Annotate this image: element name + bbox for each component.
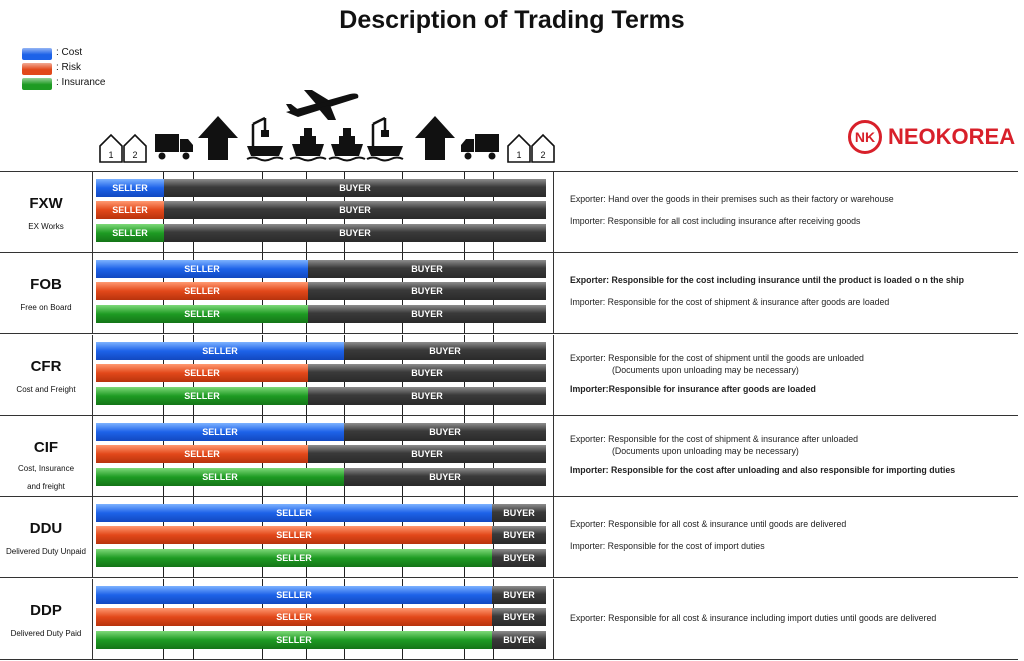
term-section-fxw [0,172,1018,253]
house-2-icon [532,135,554,162]
legend-swatch [22,48,52,60]
term-full-name: Free on Board [20,303,72,312]
term-abbr: CFR [30,358,62,375]
airplane-icon [286,90,358,120]
buyer-segment: BUYER [308,260,546,278]
seller-segment: SELLER [96,526,492,544]
risk-bar [96,201,546,219]
term-abbr: CIF [33,439,59,456]
term-abbr: DDP [30,602,62,619]
legend-label: : Cost [56,47,83,58]
logo-wordmark: NEOKOREA [888,124,1016,149]
seller-segment: SELLER [96,445,308,463]
term-section-fob [0,253,1018,334]
description-line: Exporter: Responsible for the cost of shipment & insurance after unloaded [570,434,859,444]
description-line: Importer: Responsible for all cost including insurance after receiving goods [570,216,861,226]
term-abbr: FOB [30,276,62,293]
seller-segment: SELLER [96,423,344,441]
term-full-name: Delivered Duty Paid [10,629,82,638]
seller-segment: SELLER [96,260,308,278]
page-title: Description of Trading Terms [339,6,685,34]
arrow-up-icon [198,116,238,160]
buyer-segment: BUYER [164,179,546,197]
house-1-icon [508,135,530,162]
buyer-segment: BUYER [308,387,546,405]
crane-unload-icon [247,118,283,161]
buyer-segment: BUYER [492,526,546,544]
term-section-cfr [0,335,1018,416]
description-line: Importer: Responsible for the cost of shipment & insurance after goods are loaded [570,297,890,307]
description-line: Importer: Responsible for the cost of import duties [570,541,765,551]
cell-divider [92,253,93,333]
buyer-segment: BUYER [308,282,546,300]
seller-segment: SELLER [96,608,492,626]
arrow-up-icon [415,116,455,160]
trading-terms-table [0,171,1018,661]
term-full-name: Cost, Insurance [17,464,75,473]
truck-icon [155,134,193,160]
seller-segment: SELLER [96,586,492,604]
seller-segment: SELLER [96,342,344,360]
legend-label: : Risk [56,62,81,73]
term-abbr: DDU [29,520,63,537]
cell-divider [92,497,93,577]
term-full-name: Delivered Duty Unpaid [5,547,87,556]
cell-divider [553,172,554,252]
seller-segment: SELLER [96,364,308,382]
term-abbr: FXW [29,195,63,212]
legend-swatch [22,63,52,75]
seller-segment: SELLER [96,549,492,567]
cost-bar [96,423,546,441]
term-full-name: Cost and Freight [16,385,76,394]
cost-bar [96,260,546,278]
buyer-segment: BUYER [308,445,546,463]
cost-bar [96,504,546,522]
cell-divider [92,416,93,496]
description-note: (Documents upon unloading may be necessary) [612,446,799,456]
buyer-segment: BUYER [164,224,546,242]
description-line: Exporter: Responsible for all cost & insurance until goods are delivered [570,519,847,529]
house-number: 1 [516,150,522,160]
house-number: 2 [540,150,546,160]
crane-load-icon [367,118,403,161]
risk-bar [96,445,546,463]
term-section-ddu [0,497,1018,578]
ship-icon [329,128,365,161]
house-number: 2 [132,150,138,160]
cell-divider [92,335,93,415]
cell-divider [92,172,93,252]
term-section-cif [0,416,1018,497]
house-1-icon [100,135,122,162]
description-line: Exporter: Hand over the goods in their premises such as their factory or warehouse [570,194,894,204]
buyer-segment: BUYER [164,201,546,219]
buyer-segment: BUYER [492,586,546,604]
term-full-name: EX Works [28,222,64,231]
description-line: Exporter: Responsible for the cost including insurance until the product is loaded o n the ship [570,275,964,285]
insurance-bar [96,631,546,649]
buyer-segment: BUYER [344,342,546,360]
seller-segment: SELLER [96,179,164,197]
insurance-bar [96,387,546,405]
seller-segment: SELLER [96,387,308,405]
insurance-bar [96,549,546,567]
cost-bar [96,586,546,604]
risk-bar [96,608,546,626]
seller-segment: SELLER [96,468,344,486]
risk-bar [96,526,546,544]
shipping-flow-icons [0,90,560,165]
buyer-segment: BUYER [492,504,546,522]
ship-icon [290,128,326,161]
cell-divider [553,497,554,577]
description-note: (Documents upon unloading may be necessary) [612,365,799,375]
buyer-segment: BUYER [344,423,546,441]
buyer-segment: BUYER [344,468,546,486]
buyer-segment: BUYER [492,549,546,567]
insurance-bar [96,468,546,486]
cost-bar [96,179,546,197]
seller-segment: SELLER [96,504,492,522]
buyer-segment: BUYER [308,305,546,323]
cell-divider [553,579,554,659]
cell-divider [92,579,93,659]
description-line: Exporter: Responsible for the cost of shipment until the goods are unloaded [570,353,864,363]
insurance-bar [96,224,546,242]
seller-segment: SELLER [96,282,308,300]
house-2-icon [124,135,146,162]
seller-segment: SELLER [96,305,308,323]
seller-segment: SELLER [96,631,492,649]
cell-divider [553,416,554,496]
description-line: Importer: Responsible for the cost after unloading and also responsible for importing duties [570,465,956,475]
cell-divider [553,335,554,415]
legend-label: : Insurance [56,77,106,88]
logo-mark: NK [848,120,882,154]
seller-segment: SELLER [96,224,164,242]
cost-bar [96,342,546,360]
buyer-segment: BUYER [308,364,546,382]
insurance-bar [96,305,546,323]
cell-divider [553,253,554,333]
risk-bar [96,364,546,382]
buyer-segment: BUYER [492,631,546,649]
risk-bar [96,282,546,300]
term-section-ddp [0,579,1018,660]
description-line: Importer:Responsible for insurance after goods are loaded [570,384,816,394]
buyer-segment: BUYER [492,608,546,626]
term-full-name: and freight [27,482,65,491]
house-number: 1 [108,150,114,160]
truck-icon [461,134,499,160]
seller-segment: SELLER [96,201,164,219]
description-line: Exporter: Responsible for all cost & insurance including import duties until goods are delivered [570,613,937,623]
legend-swatch [22,78,52,90]
